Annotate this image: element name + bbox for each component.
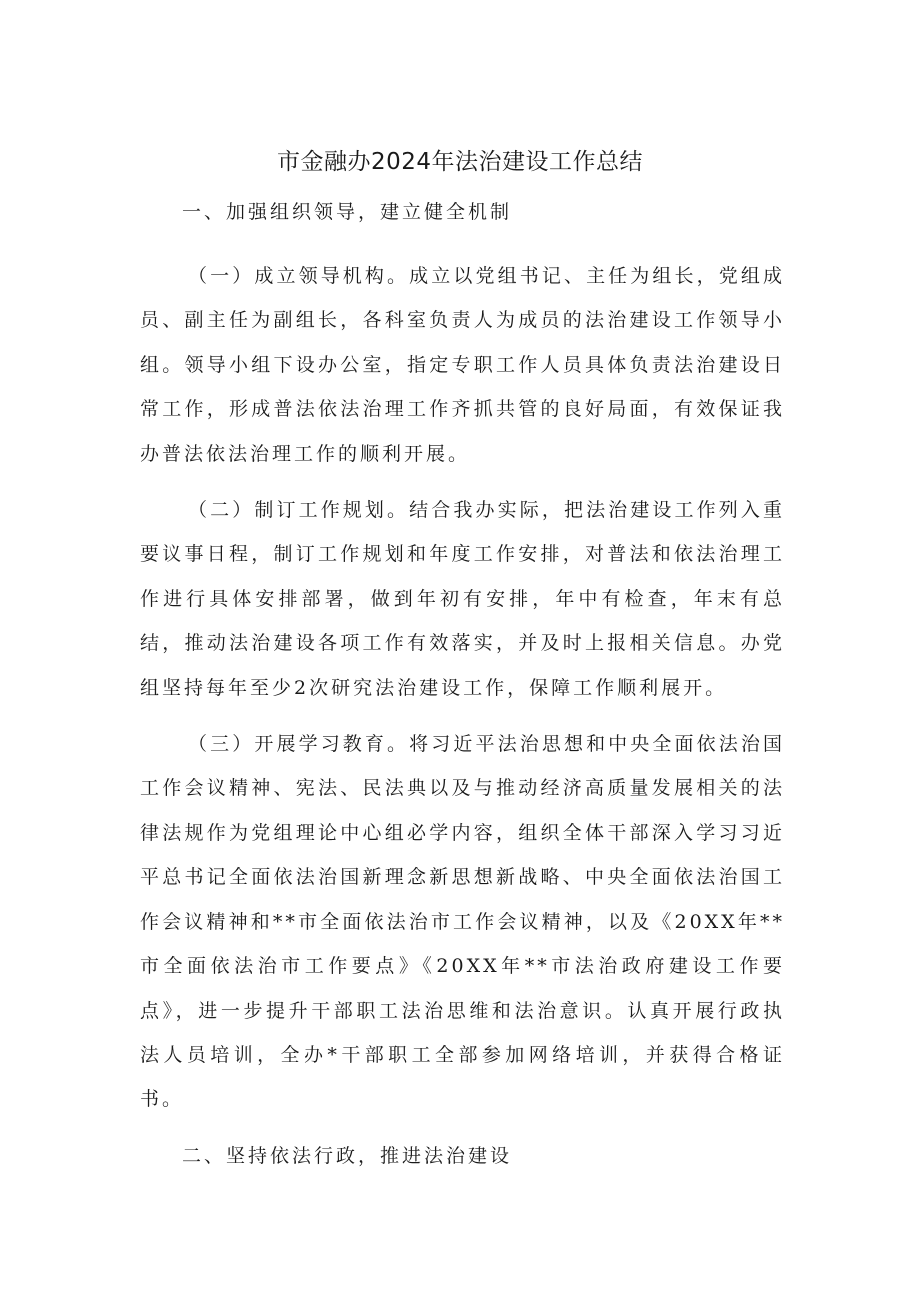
document-body <box>140 190 785 1178</box>
paragraph-work-plan: （二）制订工作规划。结合我办实际，把法治建设工作列入重要议事日程，制订工作规划和年度工作安排，对普法和依法治理工作进行具体安排部署，做到年初有安排，年中有检查，年末有总结，推动法治建设各项工作有效落实，并及时上报相关信息。办党组坚持每年至少2次研究法治建设工作，保障工作顺利展开。 <box>140 499 785 699</box>
paragraph-establish-leadership: （一）成立领导机构。成立以党组书记、主任为组长，党组成员、副主任为副组长，各科室负责人为成员的法治建设工作领导小组。领导小组下设办公室，指定专职工作人员具体负责法治建设日常工作，形成普法依法治理工作齐抓共管的良好局面，有效保证我办普法依法治理工作的顺利开展。 <box>140 265 785 465</box>
section-heading-2: 二、坚持依法行政，推进法治建设 <box>182 1144 513 1167</box>
document-title: 市金融办2024年法治建设工作总结 <box>276 149 644 175</box>
section-heading-1: 一、加强组织领导，建立健全机制 <box>182 201 513 223</box>
paragraph-study-education: （三）开展学习教育。将习近平法治思想和中央全面依法治国工作会议精神、宪法、民法典以及与推动经济高质量发展相关的法律法规作为党组理论中心组必学内容，组织全体干部深入学习习近平总书记全面依法治国新理念新思想新战略、中央全面依法治国工作会议精神和**市全面依法治市工作会议精神，以及《20XX年**市全面依法治市工作要点》《20XX年**市法治政府建设工作要点》，进一步提升干部职工法治思维和法治意识。认真开展行政执法人员培训，全办*干部职工全部参加网络培训，并获得合格证书。 <box>140 733 785 1111</box>
